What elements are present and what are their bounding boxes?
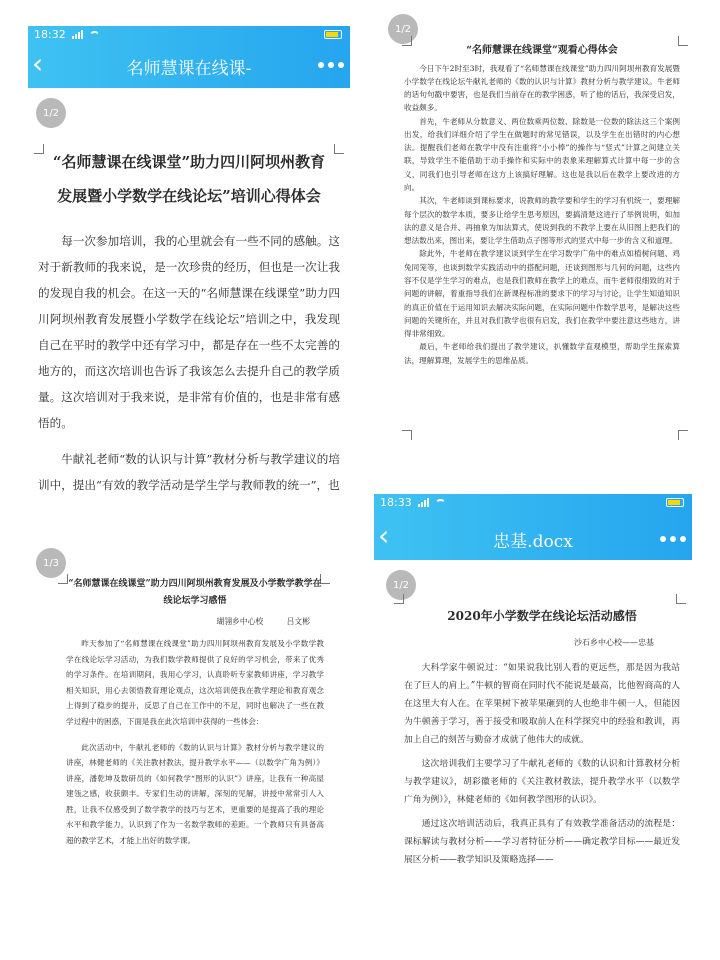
battery-icon [324,30,342,39]
more-options-icon[interactable] [660,536,686,542]
screenshot-panel-2 [386,23,692,446]
document-title: “名师慧课在线课堂”观看心得体会 [466,45,618,56]
signal-icon [72,30,83,39]
document-page[interactable] [66,576,324,848]
app-title: 忠基.docx [493,532,573,552]
screenshot-panel-1 [28,26,350,493]
app-title: 名师慧课在线课- [126,59,252,79]
crop-mark [676,594,686,604]
status-bar [34,28,100,41]
document-title: “名师慧课在线课堂”助力四川阿坝州教育发展暨小学数学在线论坛”培训心得体会 [52,153,326,205]
screenshot-panel-4 [374,494,692,934]
paragraph: 此次活动中，牛献礼老师的《数的认识与计算》教材分析与教学建议的讲座，林健老师的《关注教材教法，提升教学水平——（以数学广角为例）》讲座，潘乾坤及数研员的《如何教学“图形的认识”》讲座，让我有一种高屋建瓴之感，收获颇丰。专家们生动的讲解，深刻的见解，讲授中常常引人入胜，让我不仅感受到了数学教学的技巧与艺术，更重要的是提高了我的理论水平和教学能力，认识到了作为一名数学教师的差距。一个教师只有具备高超的教学艺术，才能上出好的数学课。 [66,742,324,845]
paragraph: 除此外，牛老师在教学建议谈到学生在学习数学广角中的难点如植树问题、鸡兔同笼等，也谈到数学实践活动中的搭配问题，还谈到图形与几何的问题，这些内容不仅是学生学习的难点，也是我们教师在教学上的难点，而牛老师很细致的对于问题的讲解，着重指导我们在新课程标准的要求下的学习与讨论，让学生知道知识的真正价值在于运用知识去解决实际问题，在实际问题中作数学思考，是解决这些问题的关键所在，并且对我们教学也很有启发，我们在教学中要注意这些地方，讲得非常细致。 [404,249,680,339]
paragraph: 今日下午2时至3时，我观看了“名师慧课在线课堂”助力四川阿坝州教育发展暨小学数学在线论坛牛献礼老师的《数的认识与计算》教材分析与教学建议。牛老师的话句句戳中要害，也是我们当前存在的教学困惑，听了他的话后，我深受启发，收益颇多。 [404,63,680,113]
page-indicator: 1/2 [36,98,66,128]
page-indicator: 1/3 [36,548,66,578]
paragraph: 其次，牛老师谈到课标要求，说教师的教学要和学生的学习有机统一，要理解每个层次的数学本质，要多让给学生思考原因，要搞清楚这进行了举例说明，如加法的意义是合并、再抽象为加法算式，使说到我的不教学上要在从旧图上把我们的想法数出来，图出来，要让学生借助点子图等形式的竖式中每一步的含义和道理。 [404,196,680,246]
app-header [28,26,350,88]
paragraph: 这次培训我们主要学习了牛献礼老师的《数的认识和计算教材分析与教学建议》，胡彩徽老师的《关注教材教法，提升教学水平（以数学广角为例）》，林健老师的《如何教学图形的认识》。 [404,759,680,806]
more-options-icon[interactable] [318,62,344,68]
document-page[interactable] [38,146,340,498]
wifi-icon [435,499,446,507]
paragraph: 首先，牛老师从分数意义、两位数乘两位数、除数是一位数的除法这三个案例出发，给我们详细介绍了学生在做题时的常见错误，以及学生在出错时的内心想法。提醒我们老师在教学中没有注重将“小小棒”的操作与“竖式”计算之间建立关联，导致学生不能借助于动手操作和实际中的表象来理解算式计算中每一步的含义，同我们也引导老师在这方上该搞好理解。这也是我以后在教学上要改进的方向。 [404,116,680,193]
crop-mark [678,430,688,440]
screenshot-panel-3 [28,548,340,934]
paragraph: 大科学家牛顿说过：“如果说我比别人看的更远些，那是因为我站在了巨人的肩上。”牛顿的智商在同时代不能说是最高，比他智商高的人在这里大有人在。在苹果树下被苹果砸到的人也绝非牛顿一人，但能因为牛顿善于学习，善于接受和吸取前人在科学探究中的经验和教训，再加上自己的刻苦与勤奋才成就了他伟大的成就。 [404,662,680,746]
document-page[interactable] [404,604,680,875]
paragraph: 通过这次培训活动后，我真正具有了有效教学准备活动的流程是：课标解读与教材分析——学习者特征分析——确定教学目标——最近发展区分析——教学知识及策略选择—— [404,819,680,866]
signal-icon [418,498,429,507]
crop-mark [394,594,404,604]
paragraph: 牛献礼老师“数的认识与计算”教材分析与教学建议的培训中，提出“有效的教学活动是学生学与教师教的统一”，也 [38,452,340,493]
paragraph: 最后，牛老师给我们提出了教学建议，扒懂数学直观模型，帮助学生探索算法，理解算理，发展学生的思维品质。 [404,342,680,365]
page-indicator: 1/2 [388,14,418,44]
status-time: 18:33 [380,496,412,509]
paragraph: 昨天参加了“名师慧课在线课堂”助力四川阿坝州教育发展及小学数学教学在线论坛学习活动，为我们数学教师提供了良好的学习机会，带来了优秀的学习条件。在培训期间，我用心学习，认真聆听专家教师讲座，学习教学相关知识，用心去领悟教育理论观点，这次培训使我在教学理论和教育观念上得到了稳步的提升，反思了自己在工作中的不足，同时也解决了一些在教学过程中的困惑，下面是我在此次培训中获得的一些体会： [66,639,324,726]
status-time: 18:32 [34,28,66,41]
author-line: 沙石乡中心校——忠基 [574,637,654,647]
document-title: “名师慧课在线课堂”助力四川阿坝州教育发展及小学数学教学在线论坛学习感悟 [68,579,322,607]
back-arrow-icon[interactable]: ‹ [32,47,44,80]
document-title: 2020年小学数学在线论坛活动感悟 [447,609,637,623]
author-line: 瑚翎乡中心校 吕文彬 [216,617,310,627]
document-page[interactable] [404,42,680,367]
app-header [374,494,692,560]
paragraph: 每一次参加培训，我的心里就会有一些不同的感触。这对于新教师的我来说，是一次珍贵的经历，但也是一次让我的发现自我的机会。在这一天的“名师慧课在线课堂”助力四川阿坝州教育发展暨小学数学在线论坛”培训之中，我发现自己在平时的教学中还有学习中，都是存在一些不太完善的地方的，而这次培训也告诉了我该怎么去提升自己的教学质量。这次培训对于我来说，是非常有价值的，也是非常有感悟的。 [38,233,340,431]
back-arrow-icon[interactable]: ‹ [378,519,390,552]
page-indicator: 1/2 [386,570,416,600]
wifi-icon [89,31,100,39]
crop-mark [402,430,412,440]
battery-icon [666,498,684,507]
status-bar [380,496,446,509]
